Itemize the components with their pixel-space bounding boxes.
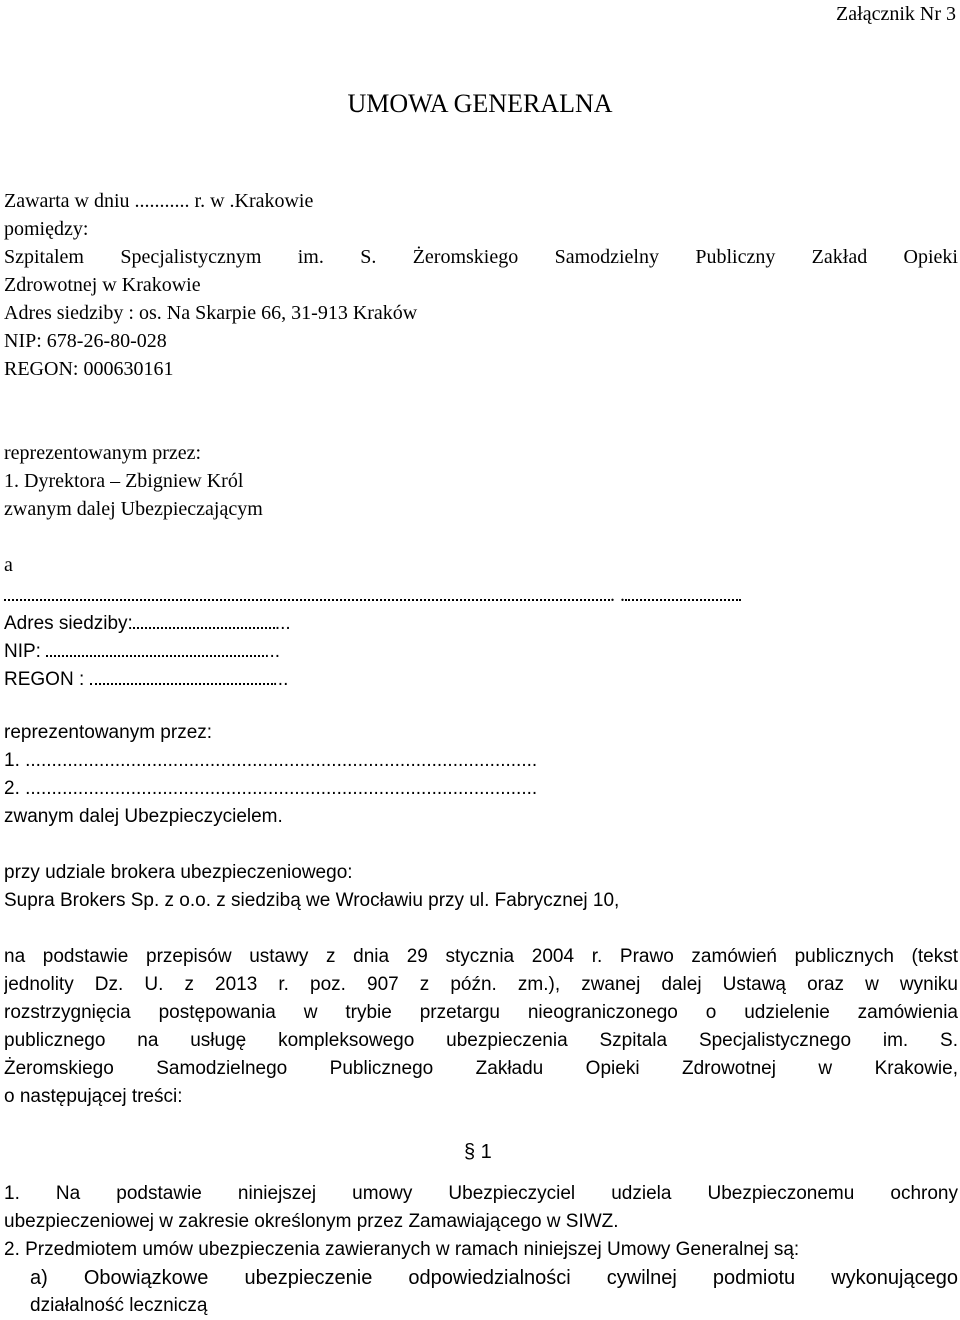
basis-line6: o następującej treści: — [4, 1086, 183, 1107]
representation2-item2: 2. ................................................................................................. — [4, 778, 538, 799]
nip-ellipsis: ... — [264, 641, 281, 662]
document-title: UMOWA GENERALNA — [347, 89, 613, 118]
attachment-label: Załącznik Nr 3 — [836, 3, 956, 25]
broker-name: Supra Brokers Sp. z o.o. z siedzibą we Wrocławiu przy ul. Fabrycznej 10, — [4, 890, 620, 911]
dotted-fill — [90, 663, 273, 685]
dotted-fill — [4, 579, 610, 601]
party2-regon-line — [4, 663, 288, 694]
dotted-fill — [625, 579, 741, 601]
representation1-label: reprezentowanym przez: — [4, 442, 202, 464]
basis-line4: publicznego na usługę kompleksowego ubezpieczenia Szpitala Specjalistycznego im. S. — [4, 1030, 958, 1051]
section-1-heading: § 1 — [464, 1141, 492, 1163]
party1-name-line2: Zdrowotnej w Krakowie — [4, 274, 201, 296]
representation2-item1: 1. ................................................................................................. — [4, 750, 538, 771]
blank-line-dots: . . — [610, 584, 625, 606]
and-label: a — [4, 554, 13, 576]
section1-p1-line2: ubezpieczeniowej w zakresie określonym przez Zamawiającego w SIWZ. — [4, 1211, 619, 1232]
regon-ellipsis: ... — [272, 669, 289, 690]
section1-p1-line1: 1. Na podstawie niniejszej umowy Ubezpieczyciel udziela Ubezpieczonemu ochrony — [4, 1183, 958, 1204]
party1-address: Adres siedziby : os. Na Skarpie 66, 31-913 Kraków — [4, 302, 418, 324]
representation2-label: reprezentowanym przez: — [4, 722, 213, 743]
basis-line1: na podstawie przepisów ustawy z dnia 29 stycznia 2004 r. Prawo zamówień publicznych (tekst — [4, 946, 958, 967]
basis-line5: Żeromskiego Samodzielnego Publicznego Zakładu Opieki Zdrowotnej w Krakowie, — [4, 1058, 958, 1079]
insuring-party-called: zwanym dalej Ubezpieczającym — [4, 498, 263, 520]
section1-p2a-line2: działalność leczniczą — [30, 1295, 208, 1316]
broker-label: przy udziale brokera ubezpieczeniowego: — [4, 862, 353, 883]
section1-p2: 2. Przedmiotem umów ubezpieczenia zawieranych w ramach niniejszej Umowy Generalnej są: — [4, 1239, 800, 1260]
representation1-item1: 1. Dyrektora – Zbigniew Król — [4, 470, 244, 492]
dotted-fill — [46, 635, 264, 657]
basis-line3: rozstrzygnięcia postępowania w trybie przetargu nieograniczonego o udzielenie zamówienia — [4, 1002, 958, 1023]
between-label: pomiędzy: — [4, 218, 89, 240]
insurer-called: zwanym dalej Ubezpieczycielem. — [4, 806, 283, 827]
party2-nip-line — [4, 635, 280, 666]
address-ellipsis: ... — [274, 613, 291, 634]
party2-address-line — [4, 607, 291, 638]
basis-line2: jednolity Dz. U. z 2013 r. poz. 907 z późn. zm.), zwanej dalej Ustawą oraz w wyniku — [4, 974, 958, 995]
party1-nip: NIP: 678-26-80-028 — [4, 330, 167, 352]
party1-name-line1: Szpitalem Specjalistycznym im. S. Żeromskiego Samodzielny Publiczny Zakład Opieki — [4, 246, 958, 268]
party2-blank-line — [4, 579, 741, 609]
party2-nip-label: NIP: — [4, 641, 41, 662]
party2-address-label: Adres siedziby: — [4, 613, 133, 634]
party2-regon-label: REGON : — [4, 669, 85, 690]
concluded-date-line: Zawarta w dniu ........... r. w .Krakowie — [4, 190, 314, 212]
section1-p2a-line1: a) Obowiązkowe ubezpieczenie odpowiedzialności cywilnej podmiotu wykonującego — [30, 1267, 958, 1289]
dotted-fill — [133, 607, 275, 629]
party1-regon: REGON: 000630161 — [4, 358, 174, 380]
